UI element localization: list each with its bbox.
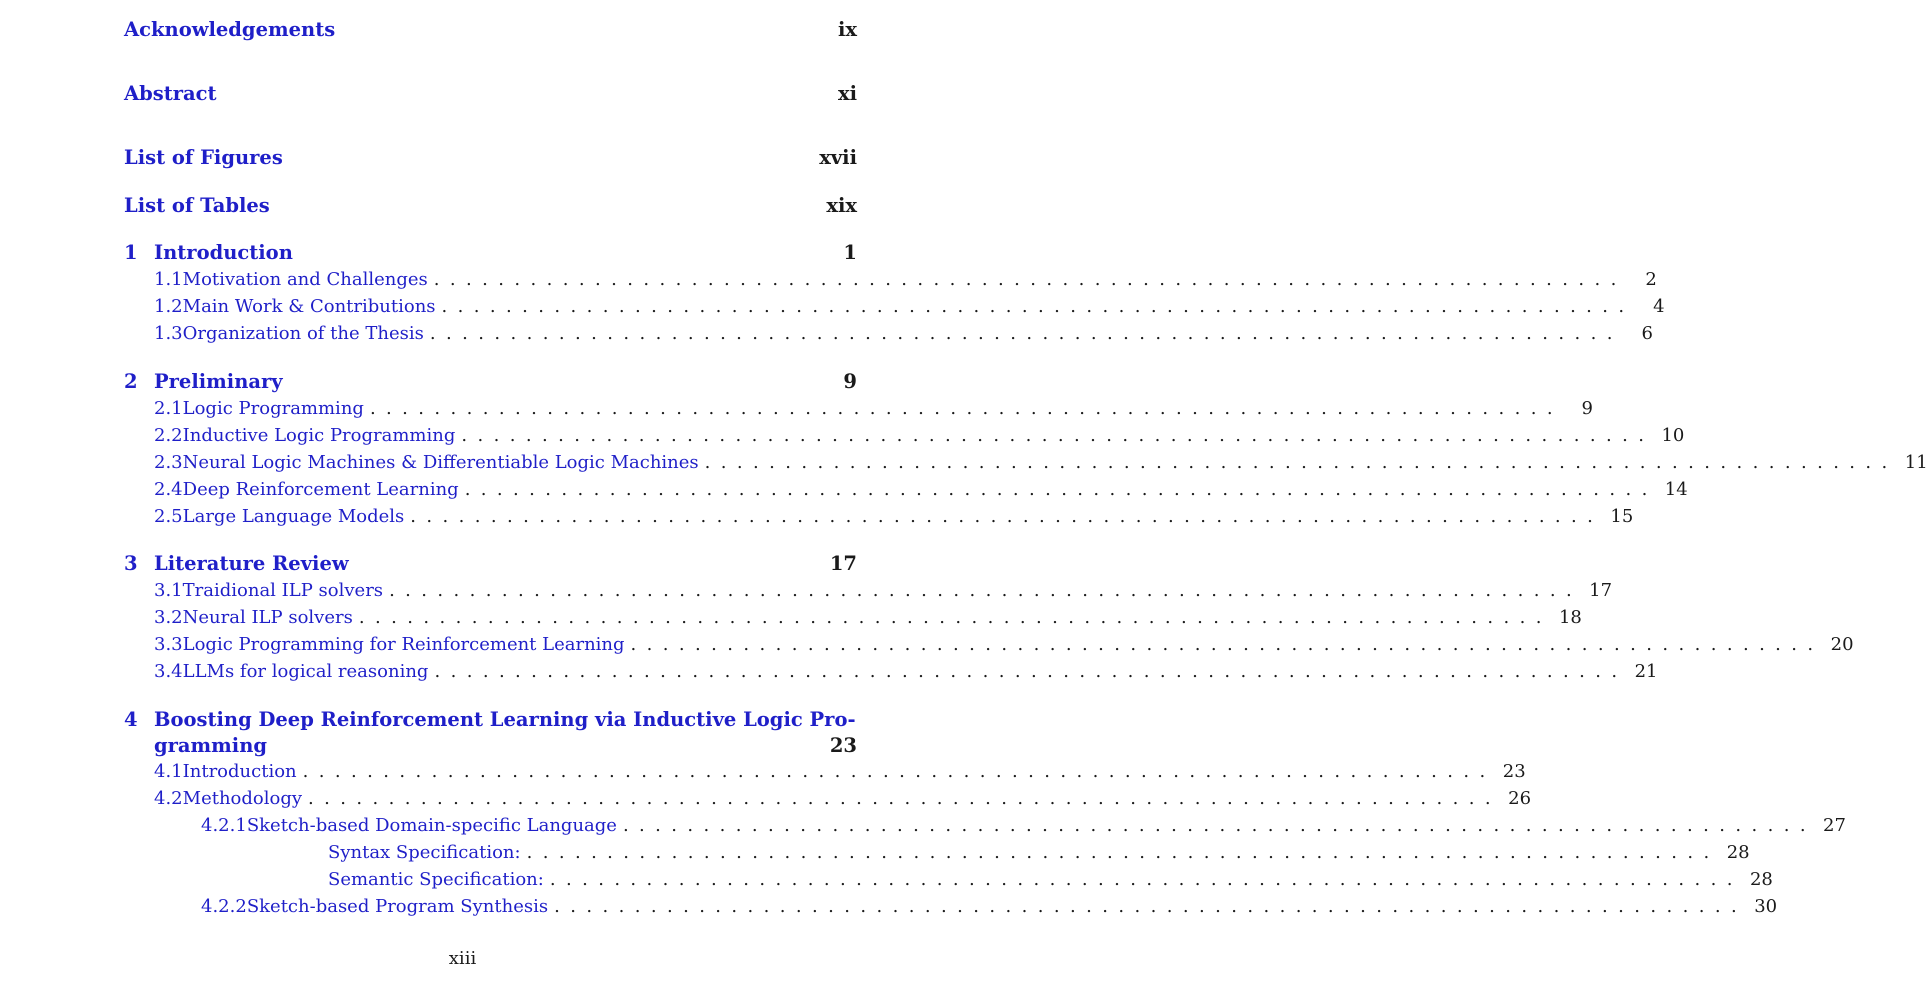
toc-section-4-1[interactable] [154,761,1526,782]
toc-page-number: 15 [1610,506,1634,527]
toc-section-3-4[interactable] [154,661,1658,682]
toc-page-number: 28 [1749,869,1773,890]
toc-page-number: xix [826,194,857,217]
page-footer-number: xiii [448,948,477,969]
toc-page-number: 9 [843,370,857,393]
leader-dots: .......................................................................... [433,269,1627,290]
toc-subsection-4-2-1[interactable] [201,815,1846,836]
leader-dots: .......................................................................... [369,398,1563,419]
toc-paragraph-syntax-specification[interactable] [328,842,1750,863]
toc-page-number: 4 [1653,296,1665,317]
chapter-title[interactable]: Literature Review [154,552,349,575]
toc-page-number: 21 [1634,661,1658,682]
section-number[interactable]: 1.1 [154,269,183,290]
section-title[interactable]: Large Language Models [182,506,405,527]
toc-section-2-4[interactable] [154,479,1688,500]
toc-chapter-2[interactable] [124,370,857,393]
section-title[interactable]: Logic Programming for Reinforcement Learning [182,634,625,655]
section-title[interactable]: Introduction [182,761,297,782]
toc-page-number: 14 [1664,479,1688,500]
toc-section-2-3[interactable] [154,452,1928,473]
section-title[interactable]: Traidional ILP solvers [182,580,384,601]
subsection-number[interactable]: 4.2.1 [201,815,247,836]
toc-page-number: 9 [1581,398,1593,419]
toc-entry-title[interactable]: Acknowledgements [124,18,336,41]
toc-page-number: 23 [829,734,857,757]
chapter-title-line-2[interactable]: gramming [154,734,268,757]
section-number[interactable]: 2.1 [154,398,183,419]
toc-section-1-2[interactable] [154,296,1665,317]
toc-entry-title[interactable]: List of Figures [124,146,283,169]
section-number[interactable]: 2.5 [154,506,183,527]
toc-section-4-2[interactable] [154,788,1532,809]
section-number[interactable]: 3.4 [154,661,183,682]
toc-section-3-1[interactable] [154,580,1613,601]
toc-entry-acknowledgements[interactable] [124,18,857,41]
leader-dots: .......................................................................... [526,842,1720,863]
toc-page-number: 17 [829,552,857,575]
toc-section-3-3[interactable] [154,634,1854,655]
leader-dots: .......................................................................... [308,788,1502,809]
section-title[interactable]: Organization of the Thesis [182,323,424,344]
toc-page-number: 1 [843,241,857,264]
section-title[interactable]: Inductive Logic Programming [182,425,456,446]
leader-dots: .......................................................................... [704,452,1898,473]
toc-section-2-2[interactable] [154,425,1685,446]
section-number[interactable]: 1.2 [154,296,183,317]
toc-chapter-4-continued[interactable] [154,734,857,757]
section-number[interactable]: 2.2 [154,425,183,446]
toc-page-number: 27 [1823,815,1846,836]
toc-entry-abstract[interactable] [124,82,857,105]
toc-page-number: ix [837,18,857,41]
toc-entry-title[interactable]: Abstract [124,82,217,105]
section-title[interactable]: Deep Reinforcement Learning [182,479,459,500]
section-title[interactable]: Logic Programming [182,398,364,419]
leader-dots: .......................................................................... [549,869,1743,890]
toc-page-number: 23 [1502,761,1526,782]
toc-entry-title[interactable]: List of Tables [124,194,270,217]
toc-chapter-4[interactable] [124,708,857,731]
chapter-number[interactable]: 2 [124,370,138,393]
toc-chapter-1[interactable] [124,241,857,264]
section-number[interactable]: 2.3 [154,452,183,473]
leader-dots: .......................................................................... [429,323,1623,344]
section-number[interactable]: 4.2 [154,788,183,809]
toc-chapter-3[interactable] [124,552,857,575]
toc-paragraph-semantic-specification[interactable] [328,869,1773,890]
section-number[interactable]: 4.1 [154,761,183,782]
toc-section-1-1[interactable] [154,269,1657,290]
toc-page-number: 20 [1830,634,1854,655]
section-number[interactable]: 3.2 [154,607,183,628]
chapter-number[interactable]: 4 [124,708,138,731]
leader-dots: .......................................................................... [302,761,1496,782]
toc-page-number: 11 [1904,452,1928,473]
leader-dots: .......................................................................... [464,479,1658,500]
leader-dots: .......................................................................... [410,506,1604,527]
leader-dots: .......................................................................... [441,296,1635,317]
toc-page-number: 2 [1645,269,1657,290]
toc-page-number: 18 [1558,607,1582,628]
toc-page-number: 10 [1661,425,1685,446]
paragraph-title[interactable]: Syntax Specification: [328,842,521,863]
toc-section-2-1[interactable] [154,398,1593,419]
section-number[interactable]: 1.3 [154,323,183,344]
section-title[interactable]: Neural Logic Machines & Differentiable Logic Machines [182,452,699,473]
toc-page-number: 6 [1641,323,1653,344]
toc-page-number: 28 [1726,842,1750,863]
toc-page-number: xi [837,82,857,105]
toc-section-1-3[interactable] [154,323,1653,344]
toc-page-number: 17 [1589,580,1613,601]
chapter-title[interactable]: Preliminary [154,370,283,393]
leader-dots: .......................................................................... [389,580,1583,601]
toc-entry-list-of-figures[interactable] [124,146,857,169]
toc-page-number: 30 [1754,896,1778,917]
leader-dots: .......................................................................... [622,815,1816,836]
section-title[interactable]: Main Work & Contributions [182,296,436,317]
section-number[interactable]: 3.1 [154,580,183,601]
leader-dots: .......................................................................... [630,634,1824,655]
subsection-number[interactable]: 4.2.2 [201,896,247,917]
paragraph-title[interactable]: Semantic Specification: [328,869,544,890]
section-title[interactable]: Neural ILP solvers [182,607,353,628]
toc-page-number: 26 [1508,788,1532,809]
chapter-number[interactable]: 3 [124,552,138,575]
toc-page-number: xvii [819,146,857,169]
subsection-title[interactable]: Sketch-based Program Synthesis [246,896,549,917]
section-number[interactable]: 2.4 [154,479,183,500]
leader-dots: .......................................................................... [358,607,1552,628]
toc-entry-list-of-tables[interactable] [124,194,857,217]
leader-dots: .......................................................................... [434,661,1628,682]
leader-dots: .......................................................................... [461,425,1655,446]
section-title[interactable]: Methodology [182,788,303,809]
section-title[interactable]: Motivation and Challenges [182,269,428,290]
section-number[interactable]: 3.3 [154,634,183,655]
chapter-title[interactable]: Introduction [154,241,293,264]
chapter-number[interactable]: 1 [124,241,138,264]
leader-dots: .......................................................................... [554,896,1748,917]
section-title[interactable]: LLMs for logical reasoning [182,661,429,682]
toc-subsection-4-2-2[interactable] [201,896,1778,917]
subsection-title[interactable]: Sketch-based Domain-specific Language [246,815,617,836]
chapter-title-line-1[interactable]: Boosting Deep Reinforcement Learning via Inductive Logic Pro- [154,708,856,731]
toc-section-3-2[interactable] [154,607,1582,628]
toc-section-2-5[interactable] [154,506,1634,527]
